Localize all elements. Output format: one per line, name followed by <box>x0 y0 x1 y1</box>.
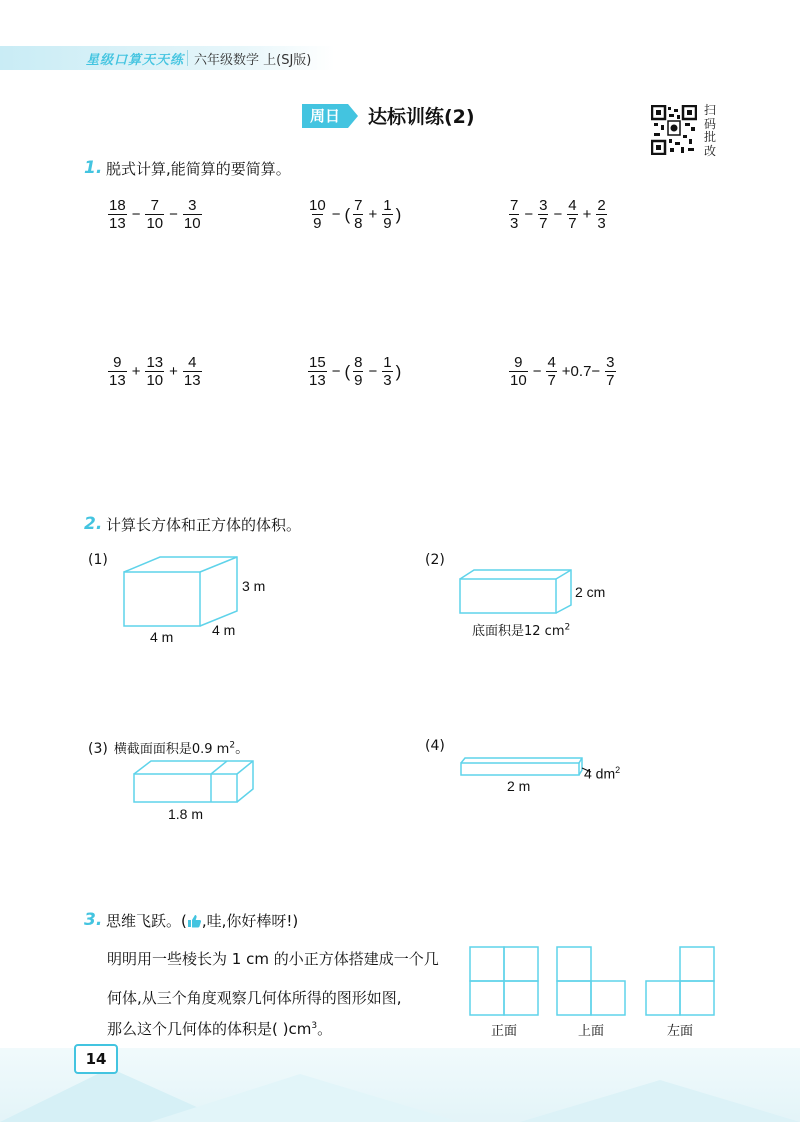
expression-2 <box>306 197 402 232</box>
book-title: 六年级数学 上(SJ版) <box>194 53 312 68</box>
fraction: $\frac{15}{13}$ <box>309 354 326 389</box>
expression-3 <box>507 197 609 232</box>
operator: − <box>331 363 341 380</box>
left-view-diagram <box>644 945 718 1017</box>
fraction: $\frac{10}{9}$ <box>309 197 326 232</box>
slab-area-label: 4 $dm^2$ <box>584 765 621 782</box>
right-paren: ) <box>395 361 402 381</box>
right-paren: ) <box>395 204 402 224</box>
expression-5 <box>306 354 402 389</box>
day-tag: 周日 <box>302 104 348 128</box>
fraction: $\frac{7}{8}$ <box>354 197 363 232</box>
fraction: $\frac{3}{10}$ <box>183 197 201 232</box>
qr-code-icon[interactable] <box>651 105 697 155</box>
left-paren: ( <box>344 204 351 224</box>
thumbs-up-icon <box>187 914 202 928</box>
cuboid-base-area: 底面积是12 $cm^2$ <box>472 622 571 639</box>
cube-diagram <box>120 555 242 630</box>
question-3-number: 3. <box>84 910 103 930</box>
shape-1-label: (1) <box>88 552 108 568</box>
fraction: $\frac{9}{13}$ <box>109 354 126 389</box>
operator: + <box>368 206 378 223</box>
question-2-number: 2. <box>84 514 103 534</box>
question-1-text: 脱式计算,能简算的要简算。 <box>106 160 291 178</box>
front-view-diagram <box>468 945 540 1017</box>
expression-4 <box>106 354 204 389</box>
operator: − <box>532 363 542 380</box>
operator: + <box>131 363 141 380</box>
operator: − <box>553 206 563 223</box>
fraction: $\frac{1}{3}$ <box>383 354 392 389</box>
slab-diagram <box>458 756 594 778</box>
footer-decoration <box>0 1060 800 1122</box>
left-view-label: 左面 <box>667 1024 694 1039</box>
shape-2-label: (2) <box>425 552 445 568</box>
q3-line-3: 那么这个几何体的体积是( )$cm^3$。 <box>107 1020 333 1038</box>
fraction: $\frac{18}{13}$ <box>109 197 126 232</box>
prism-diagram <box>131 759 257 804</box>
left-paren: ( <box>344 361 351 381</box>
shape-4-label: (4) <box>425 738 445 754</box>
fraction: $\frac{4}{7}$ <box>568 197 577 232</box>
operator: +0.7− <box>561 363 601 380</box>
cube-length-label: 4 m <box>150 629 174 645</box>
page-number: 14 <box>74 1044 118 1074</box>
operator: − <box>368 363 378 380</box>
q3-line-2: 何体,从三个角度观察几何体所得的图形如图, <box>107 989 402 1007</box>
q3-line-1: 明明用一些棱长为 1 cm 的小正方体搭建成一个几 <box>107 950 439 968</box>
top-view-label: 上面 <box>578 1024 605 1039</box>
operator: − <box>524 206 534 223</box>
cuboid-diagram <box>457 568 575 616</box>
fraction: $\frac{4}{13}$ <box>183 354 201 389</box>
slab-length-label: 2 m <box>507 778 531 794</box>
cube-height-label: 3 m <box>242 578 266 594</box>
fraction: $\frac{8}{9}$ <box>354 354 363 389</box>
fraction: $\frac{7}{3}$ <box>510 197 519 232</box>
operator: − <box>131 206 141 223</box>
fraction: $\frac{2}{3}$ <box>597 197 606 232</box>
question-1-number: 1. <box>84 158 103 178</box>
fraction: $\frac{9}{10}$ <box>510 354 527 389</box>
cube-width-label: 4 m <box>212 622 236 638</box>
cuboid-height-label: 2 cm <box>575 584 606 600</box>
question-3-text: 思维飞跃。( ,哇,你好棒呀!) <box>106 912 299 930</box>
series-brand: 星级口算天天练 <box>86 53 185 68</box>
operator: + <box>582 206 592 223</box>
front-view-label: 正面 <box>491 1024 518 1039</box>
fraction: $\frac{1}{9}$ <box>383 197 392 232</box>
operator: − <box>169 206 178 223</box>
question-2-text: 计算长方体和正方体的体积。 <box>106 516 302 534</box>
qr-label: 扫码批改 <box>704 103 717 158</box>
operator: − <box>331 206 341 223</box>
fraction: $\frac{3}{7}$ <box>606 354 615 389</box>
fraction: $\frac{3}{7}$ <box>539 197 548 232</box>
fraction: $\frac{4}{7}$ <box>547 354 556 389</box>
expression-1 <box>106 197 204 232</box>
expression-6 <box>507 354 618 389</box>
page-title: 达标训练(2) <box>368 106 475 128</box>
header-divider <box>187 50 188 66</box>
top-view-diagram <box>555 945 629 1017</box>
fraction: $\frac{7}{10}$ <box>146 197 164 232</box>
fraction: $\frac{13}{10}$ <box>146 354 164 389</box>
shape-3-label: (3) 横截面面积是0.9 $m^2$。 <box>88 740 250 757</box>
operator: + <box>169 363 178 380</box>
prism-length-label: 1.8 m <box>168 806 204 822</box>
